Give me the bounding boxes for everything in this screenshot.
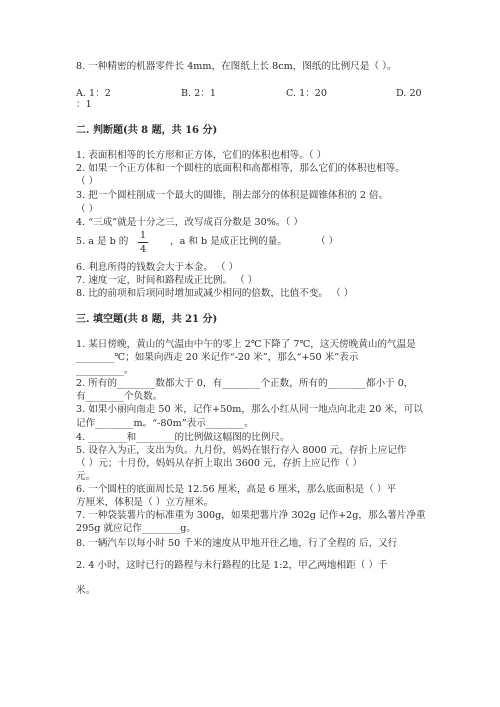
judge-item-3-blank: （ ） bbox=[76, 204, 99, 215]
q8-stem: 8. 一种精密的机器零件长 4mm，在图纸上长 8cm，图纸的比例尺是（ ）。 bbox=[76, 61, 397, 72]
fill-line-8: 4. ________和________的比例做这幅图的比例尺。 bbox=[76, 432, 290, 443]
judge-item-2: 2. 如果一个正方体和一个圆柱的底面积和高都相等，那么它们的体积也相等。 bbox=[76, 163, 405, 174]
judge-item-5-end: ，a 和 b 是成正比例的量。 bbox=[170, 236, 287, 247]
judge-item-3: 3. 把一个圆柱削成一个最大的圆锥，削去部分的体积是圆锥体积的 2 倍。 bbox=[76, 190, 389, 201]
fill-line-6: 3. 如果小丽向南走 50 米，记作+50m，那么小红从同一地点向北走 20 米，可以 bbox=[76, 404, 423, 415]
q8-option-d-continued: ：1 bbox=[76, 99, 92, 110]
judge-item-1: 1. 表面积相等的长方形和正方体，它们的体积也相等。（ ） bbox=[76, 150, 327, 161]
section-3-title: 三. 填空题(共 8 题，共 21 分) bbox=[76, 314, 218, 325]
section-2-title: 二. 判断题(共 8 题，共 16 分) bbox=[76, 125, 218, 136]
judge-item-4: 4. “三成”就是十分之三，改写成百分数是 30%。（ ） bbox=[76, 217, 303, 228]
fill-line-12: 6. 一个圆柱的底面周长是 12.56 厘米，高是 6 厘米，那么底面积是（ ）平 bbox=[76, 484, 397, 495]
fill-line-17: 2. 4 小时，这时已行的路程与未行路程的比是 1:2，甲乙两地相距（ ）千 bbox=[76, 560, 388, 571]
fill-line-4: 2. 所有的________数都大于 0，有________个正数，所有的________都小于 0， bbox=[76, 378, 414, 389]
q8-option-d: D. 20 bbox=[396, 88, 422, 99]
judge-item-7: 7. 速度一定，时间和路程成正比例。 （ ） bbox=[76, 275, 258, 286]
fill-line-11: 元。 bbox=[76, 471, 96, 482]
fill-line-2: ________℃；如果向西走 20 米记作“-20 米”，那么“+50 米”表示 bbox=[76, 352, 359, 363]
q8-option-c: C. 1：20 bbox=[286, 88, 328, 99]
q8-option-a: A. 1：2 bbox=[76, 88, 111, 99]
q8-option-b: B. 2：1 bbox=[181, 88, 216, 99]
fill-line-15: 295g 就应记作________g。 bbox=[76, 523, 196, 534]
judge-item-5-start: 5. a 是 b 的 bbox=[76, 236, 129, 247]
fill-line-5: 有________个负数。 bbox=[76, 391, 163, 402]
judge-item-2-blank: （ ） bbox=[76, 176, 99, 187]
fill-line-9: 5. 设存入为正，支出为负。九月份，妈妈在银行存入 8000 元，存折上应记作 bbox=[76, 445, 407, 456]
fraction-one-quarter bbox=[138, 230, 148, 255]
fill-line-18: 米。 bbox=[76, 585, 96, 596]
fill-line-13: 方厘米，体积是（ ）立方厘米。 bbox=[76, 497, 214, 508]
fill-line-16: 8. 一辆汽车以每小时 50 千米的速度从甲地开往乙地，行了全程的 后，又行 bbox=[76, 538, 398, 549]
fill-line-3: __________。 bbox=[76, 365, 134, 376]
fill-line-1: 1. 某日傍晚，黄山的气温由中午的零上 2℃下降了 7℃，这天傍晚黄山的气温是 bbox=[76, 339, 416, 350]
judge-item-8: 8. 比的前项和后项同时增加或减少相同的倍数，比值不变。 （ ） bbox=[76, 288, 354, 299]
judge-item-5-blank: （ ） bbox=[316, 236, 339, 247]
fill-line-14: 7. 一种袋装薯片的标准重为 300g，如果把薯片净 302g 记作+2g，那么薯片净重 bbox=[76, 510, 426, 521]
judge-item-6: 6. 利息所得的钱数会大于本金。 （ ） bbox=[76, 262, 239, 273]
fill-line-10: （ ）元；十月份，妈妈从存折上取出 3600 元，存折上应记作（ ） bbox=[76, 458, 363, 469]
fraction-denominator: 4 bbox=[139, 244, 147, 255]
fraction-numerator: 1 bbox=[139, 230, 147, 241]
fill-line-7: 记作________m。“-80m”表示________。 bbox=[76, 418, 254, 429]
